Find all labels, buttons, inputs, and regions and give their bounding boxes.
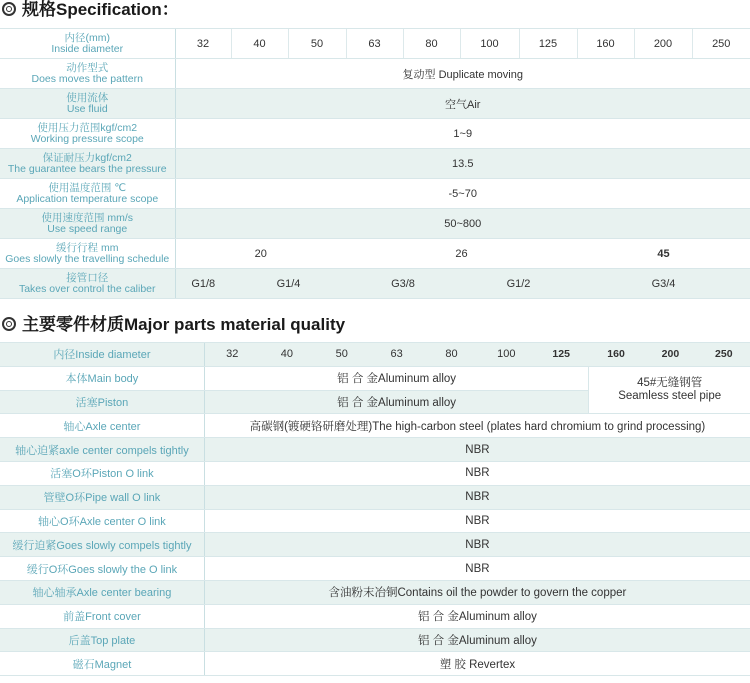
row-value: NBR <box>204 461 750 485</box>
row-value: NBR <box>204 533 750 557</box>
row-value: 铝 合 金Aluminum alloy <box>204 628 750 652</box>
bore-cell: 40 <box>231 29 288 59</box>
port-value: G1/2 <box>460 269 577 299</box>
bore-cell: 32 <box>204 343 259 366</box>
table-row <box>0 557 750 581</box>
bore-label: 内径(mm) Inside diameter <box>0 29 175 59</box>
row-value: 1~9 <box>175 119 750 149</box>
table-row <box>0 628 750 652</box>
table-row <box>0 414 750 438</box>
port-value: G1/8 <box>175 269 231 299</box>
table-row <box>0 89 750 119</box>
bore-label: 内径Inside diameter <box>0 343 204 366</box>
port-value: G1/4 <box>231 269 346 299</box>
row-label: 轴心迫紧axle center compels tightly <box>0 438 204 462</box>
port-value: G3/4 <box>577 269 750 299</box>
stroke-value: 26 <box>346 239 577 269</box>
table-row <box>0 366 750 390</box>
table-row <box>0 209 750 239</box>
row-label: 本体Main body <box>0 366 204 390</box>
bore-cell: 50 <box>314 343 369 366</box>
row-label: 磁石Magnet <box>0 652 204 676</box>
bore-cell: 160 <box>577 29 634 59</box>
row-value: 空气Air <box>175 89 750 119</box>
row-label: 轴心轴承Axle center bearing <box>0 580 204 604</box>
table-row <box>0 604 750 628</box>
table-row <box>0 269 750 299</box>
row-label: 轴心O环Axle center O link <box>0 509 204 533</box>
table-row <box>0 533 750 557</box>
table-row <box>0 438 750 462</box>
specification-table <box>0 29 750 299</box>
table-row <box>0 652 750 676</box>
table-row <box>0 580 750 604</box>
material-title-text: 主要零件材质Major parts material quality <box>22 315 346 334</box>
row-value: 含油粉末冶铜Contains oil the powder to govern the copper <box>204 580 750 604</box>
row-label: 活塞O环Piston O link <box>0 461 204 485</box>
row-label: 接管口径 Takes over control the caliber <box>0 269 175 299</box>
bore-cell: 63 <box>346 29 403 59</box>
table-row <box>0 179 750 209</box>
row-label: 轴心Axle center <box>0 414 204 438</box>
row-label: 动作型式 Does moves the pattern <box>0 59 175 89</box>
row-label: 使用温度范围 ℃ Application temperature scope <box>0 179 175 209</box>
port-value: G3/8 <box>346 269 460 299</box>
row-value: NBR <box>204 509 750 533</box>
row-label: 管壁O环Pipe wall O link <box>0 485 204 509</box>
bore-cell: 32 <box>175 29 231 59</box>
material-table <box>0 343 750 676</box>
bore-cell: 200 <box>643 343 697 366</box>
row-label: 缓行行程 mm Goes slowly the travelling schedule <box>0 239 175 269</box>
bore-cell: 250 <box>698 343 750 366</box>
row-label: 前盖Front cover <box>0 604 204 628</box>
table-row <box>0 343 750 366</box>
table-row <box>0 149 750 179</box>
row-value: 13.5 <box>175 149 750 179</box>
bore-cell: 125 <box>519 29 577 59</box>
spec-section-title <box>2 0 179 22</box>
row-label: 活塞Piston <box>0 390 204 414</box>
bore-cell: 50 <box>288 29 346 59</box>
row-value: -5~70 <box>175 179 750 209</box>
stroke-value: 20 <box>175 239 346 269</box>
row-value: 50~800 <box>175 209 750 239</box>
bullet-circle-icon <box>2 2 16 16</box>
bore-cell: 100 <box>479 343 533 366</box>
table-row <box>0 59 750 89</box>
row-value: 高碳钢(镀硬铬研磨处理)The high-carbon steel (plates hard chromium to grind processing) <box>204 414 750 438</box>
table-row <box>0 461 750 485</box>
stroke-value: 45 <box>577 239 750 269</box>
row-value: NBR <box>204 557 750 581</box>
row-value: 复动型 Duplicate moving <box>175 59 750 89</box>
row-value: 铝 合 金Aluminum alloy <box>204 366 589 390</box>
row-value: NBR <box>204 438 750 462</box>
row-label: 保证耐压力kgf/cm2 The guarantee bears the pressure <box>0 149 175 179</box>
table-row <box>0 119 750 149</box>
bore-cell: 40 <box>260 343 314 366</box>
bore-cell: 63 <box>369 343 423 366</box>
material-section-title <box>2 313 345 337</box>
table-row <box>0 239 750 269</box>
row-label: 使用速度范围 mm/s Use speed range <box>0 209 175 239</box>
table-row <box>0 509 750 533</box>
spec-title-text: 规格Specification： <box>22 0 179 19</box>
table-row <box>0 29 750 59</box>
bore-cell: 80 <box>403 29 460 59</box>
row-label: 使用压力范围kgf/cm2 Working pressure scope <box>0 119 175 149</box>
bore-cell: 160 <box>589 343 643 366</box>
bore-cell: 250 <box>692 29 750 59</box>
row-label: 后盖Top plate <box>0 628 204 652</box>
bullet-circle-icon <box>2 317 16 331</box>
bore-cell: 100 <box>460 29 519 59</box>
row-value: 铝 合 金Aluminum alloy <box>204 390 589 414</box>
bore-cell: 80 <box>424 343 479 366</box>
row-value: 塑 胶 Revertex <box>204 652 750 676</box>
row-label: 缓行O环Goes slowly the O link <box>0 557 204 581</box>
row-value: 铝 合 金Aluminum alloy <box>204 604 750 628</box>
bore-cell: 125 <box>534 343 589 366</box>
row-value: NBR <box>204 485 750 509</box>
row-label: 使用流体 Use fluid <box>0 89 175 119</box>
table-row <box>0 485 750 509</box>
bore-cell: 200 <box>634 29 692 59</box>
row-label: 缓行迫紧Goes slowly compels tightly <box>0 533 204 557</box>
pipe-material: 45#无缝钢管 Seamless steel pipe <box>589 366 750 414</box>
